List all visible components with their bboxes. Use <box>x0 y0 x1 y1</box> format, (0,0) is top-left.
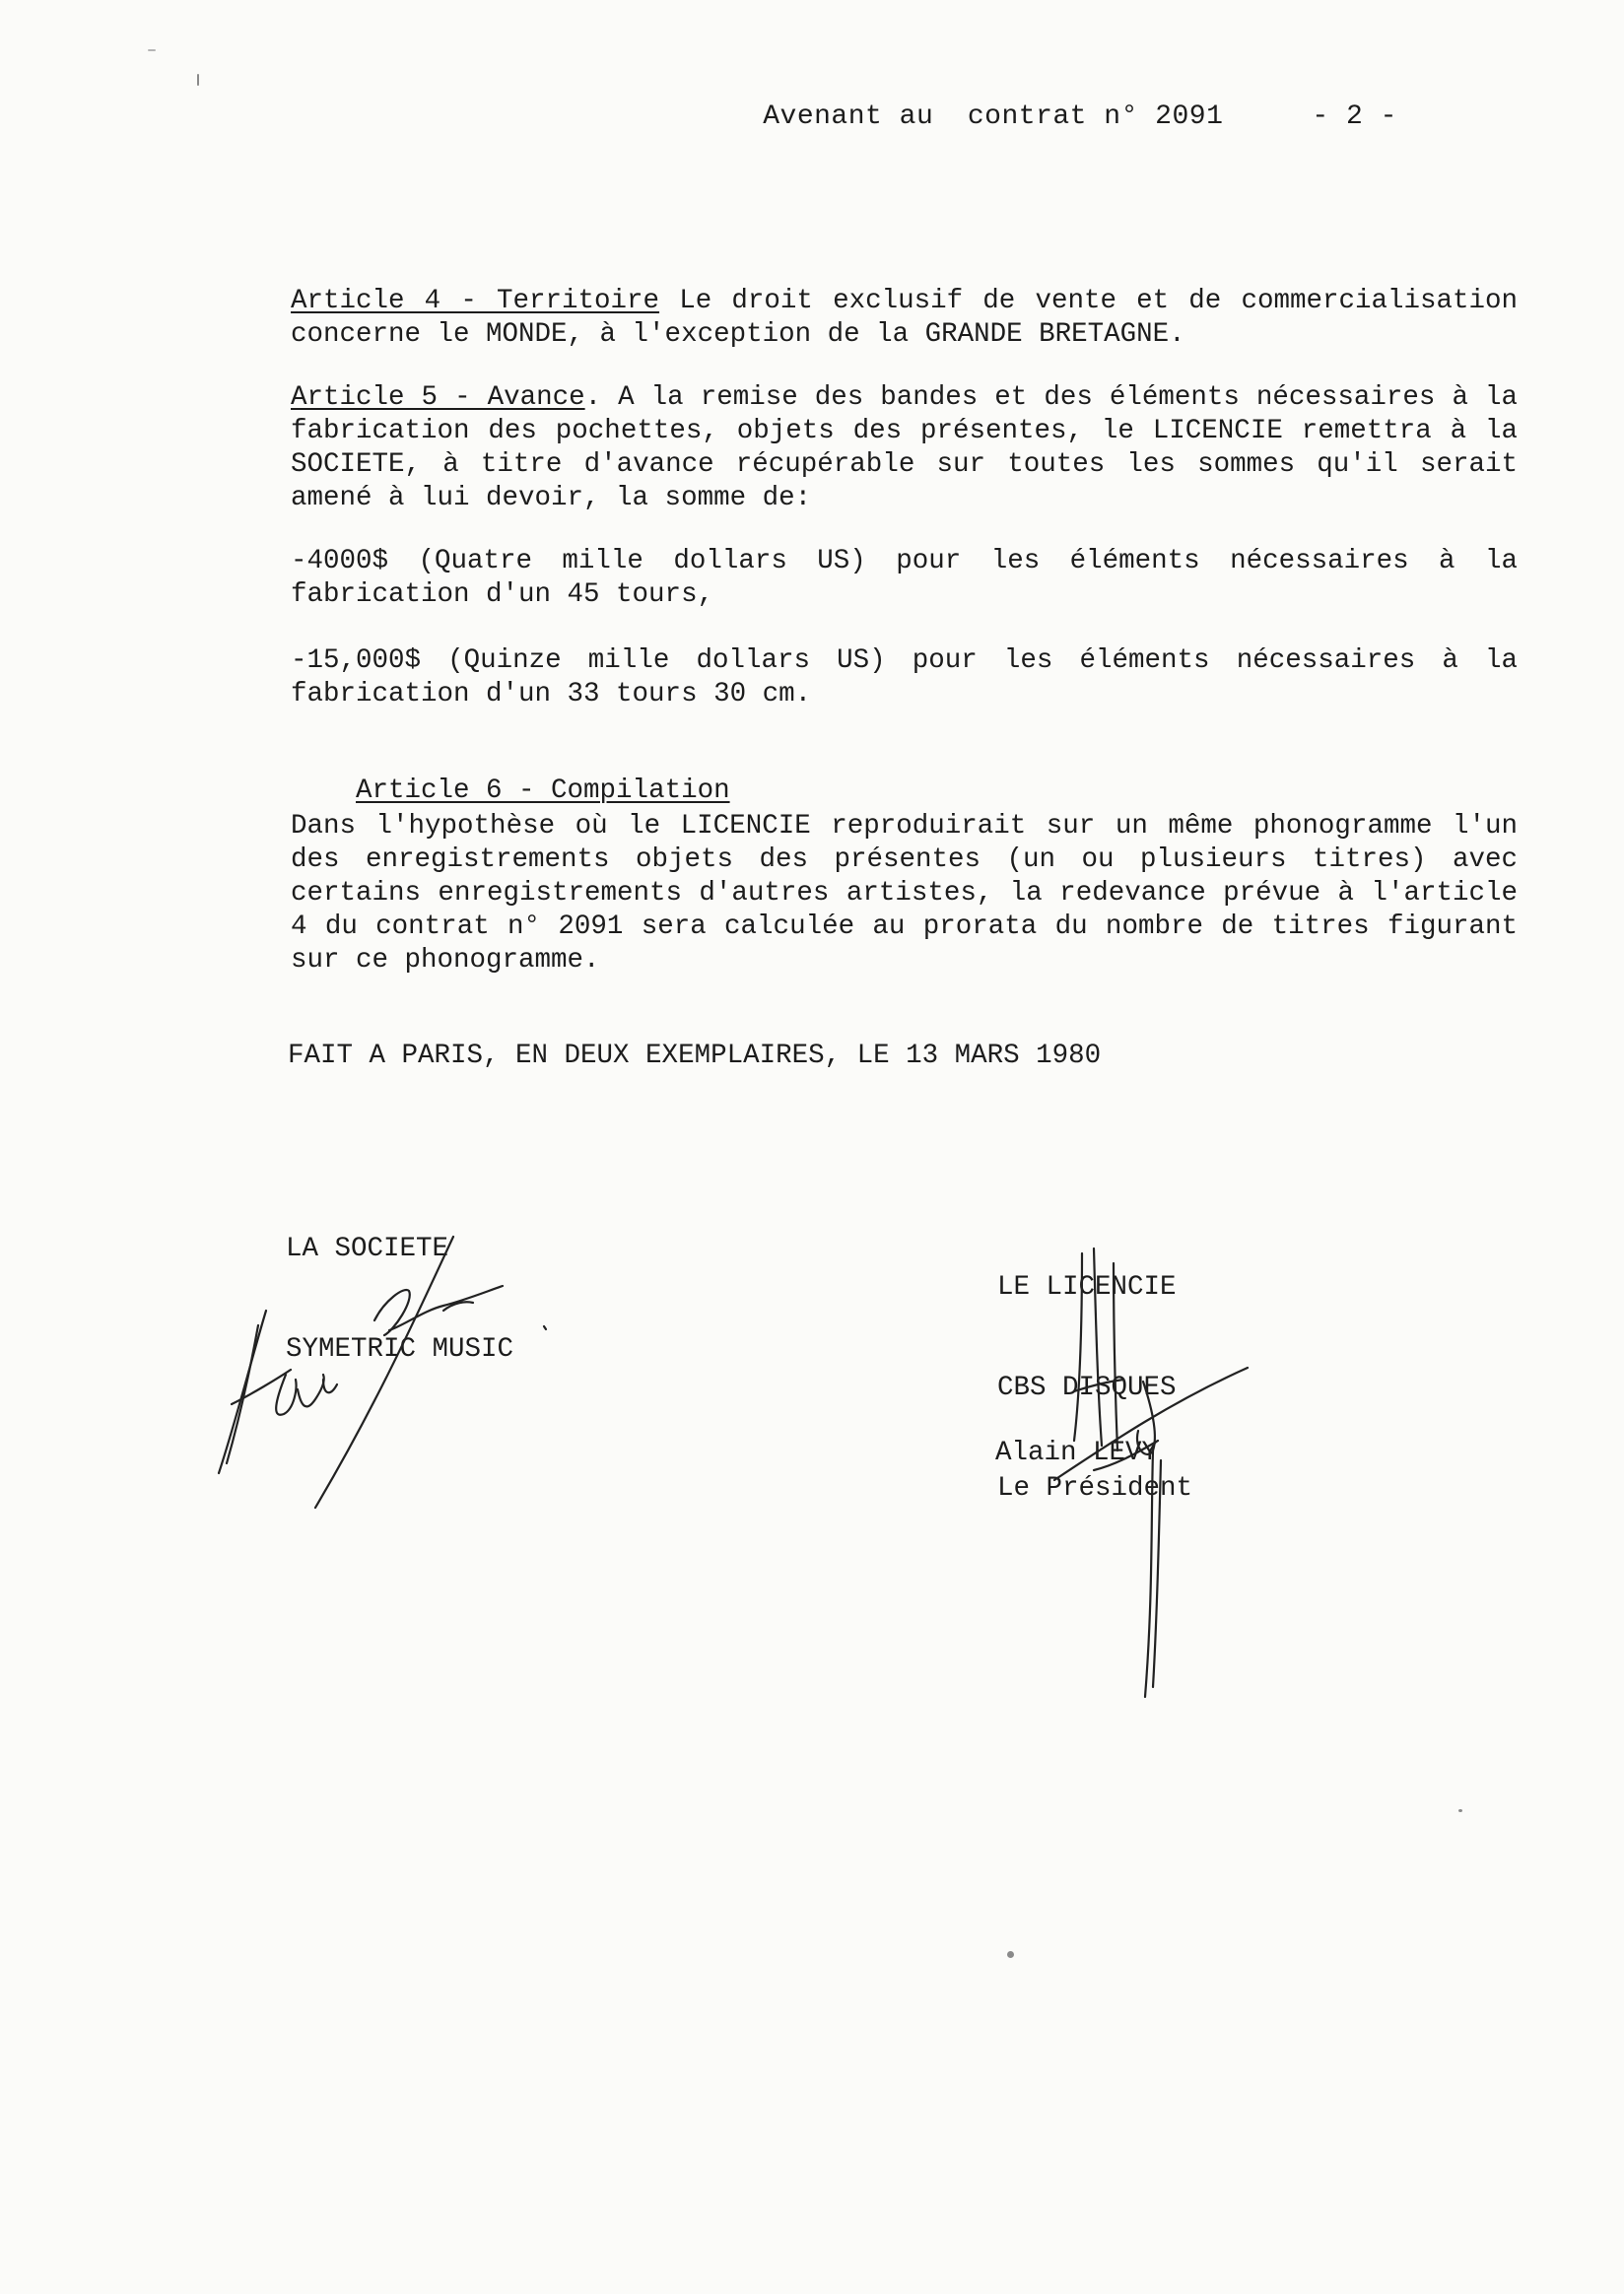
article-4 <box>291 285 1518 352</box>
licencie-signature-icon <box>1054 1244 1271 1707</box>
closing-line: FAIT A PARIS, EN DEUX EXEMPLAIRES, LE 13 MARS 1980 <box>288 1041 1102 1071</box>
article-6-text: Dans l'hypothèse où le LICENCIE reproduirait sur un même phonogramme l'un des enregistrements objets des présentes (un ou plusieurs titres) avec certains enregistrements d'autres artistes, la redevance prévue à l'article 4 du contrat n° 2091 sera calculée au prorata du nombre de titres figurant sur ce phonogramme. <box>291 811 1518 976</box>
article-5-text: . A la remise des bandes et des éléments nécessaires à la fabrication des pochettes, objets des présentes, le LICENCIE remettra à la SOCIETE, à titre d'avance récupérable sur toutes les sommes qu'il serait amené à lui devoir, la somme de: <box>291 382 1518 513</box>
article-4-heading: Article 4 - Territoire <box>291 286 660 316</box>
paper-speck <box>1007 1951 1014 1958</box>
page-header <box>695 71 1397 163</box>
article-5-heading: Article 5 - Avance <box>291 382 585 413</box>
article-5 <box>291 381 1518 515</box>
page-number: - 2 - <box>1312 101 1397 132</box>
licencie-title: Le Président <box>997 1473 1193 1504</box>
licencie-company: CBS DISQUES <box>997 1373 1177 1403</box>
societe-signature-icon <box>207 1232 572 1518</box>
societe-label: LA SOCIETE <box>286 1234 449 1264</box>
header-title: Avenant au contrat n° 2091 <box>763 101 1224 132</box>
paper-speck <box>197 74 199 86</box>
societe-name: SYMETRIC MUSIC <box>286 1334 514 1365</box>
paper-speck <box>1458 1809 1462 1812</box>
article-5-item-33-tours: -15,000$ (Quinze mille dollars US) pour les éléments nécessaires à la fabrication d'un 33 tours 30 cm. <box>291 645 1518 709</box>
article-4-text: Le droit exclusif de vente et de commercialisation concerne le MONDE, à l'exception de la GRANDE BRETAGNE. <box>291 286 1519 350</box>
licencie-label: LE LICENCIE <box>997 1272 1177 1303</box>
paper-speck <box>148 49 156 51</box>
article-6-heading-text: Article 6 - Compilation <box>356 776 730 806</box>
article-5-item-45-tours: -4000$ (Quatre mille dollars US) pour les éléments nécessaires à la fabrication d'un 45 tours, <box>291 546 1518 610</box>
licencie-signatory: Alain LEVY <box>995 1438 1159 1468</box>
